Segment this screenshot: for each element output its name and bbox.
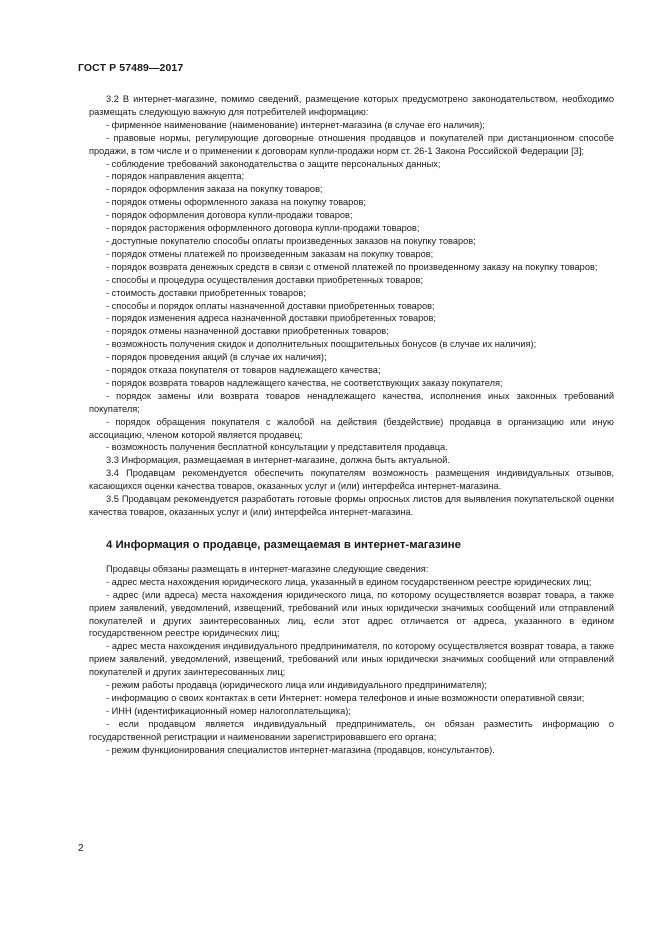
list-item: - порядок проведения акций (в случае их наличия); <box>106 352 327 363</box>
list-item: - порядок замены или возврата товаров ненадлежащего качества, исполнения иных законных требований покупателя; <box>89 390 614 414</box>
list-item: - адрес (или адреса) места нахождения юридического лица, по которому осуществляется возврат товара, а также прием заявлений, уведомлений, извещений, требований или иных юридически значимых сообщений или отправлений покупателей и других заинтересованных лиц, если этот адрес отличается от адреса, указанного в едином государственном реестре юридических лиц; <box>89 589 614 639</box>
list-item: - порядок оформления договора купли-продажи товаров; <box>106 210 353 221</box>
list-item: - порядок отказа покупателя от товаров надлежащего качества; <box>106 365 381 376</box>
page-content <box>89 93 614 757</box>
list-item: - способы и порядок оплаты назначенной доставки приобретенных товаров; <box>106 300 435 311</box>
list-item: - ИНН (идентификационный номер налогоплательщика); <box>106 705 351 716</box>
section-4-intro: Продавцы обязаны размещать в интернет-магазине следующие сведения: <box>106 563 429 574</box>
list-item: - стоимость доставки приобретенных товаров; <box>106 287 306 298</box>
list-item: - соблюдение требований законодательства о защите персональных данных; <box>106 158 441 169</box>
list-item: - порядок изменения адреса назначенной доставки приобретенных товаров; <box>106 313 436 324</box>
list-item: - порядок отмены назначенной доставки приобретенных товаров; <box>106 326 389 337</box>
list-item: - фирменное наименование (наименование) интернет-магазина (в случае его наличия); <box>106 119 485 130</box>
list-item: - порядок направления акцепта; <box>106 171 245 182</box>
list-item: - способы и процедура осуществления доставки приобретенных товаров; <box>106 274 423 285</box>
seller-info-list <box>89 576 614 757</box>
list-item: - режим функционирования специалистов интернет-магазина (продавцов, консультантов). <box>106 744 495 755</box>
list-item: - порядок возврата денежных средств в связи с отменой платежей по произведенному заказу на покупку товаров; <box>106 261 598 272</box>
paragraph-3-3: 3.3 Информация, размещаемая в интернет-магазине, должна быть актуальной. <box>106 455 450 466</box>
list-item: - информацию о своих контактах в сети Интернет: номера телефонов и иные возможности оперативной связи; <box>106 692 585 703</box>
list-item: - возможность получения бесплатной консультации у представителя продавца. <box>106 442 448 453</box>
document-code: ГОСТ Р 57489—2017 <box>78 62 184 74</box>
page-number: 2 <box>78 843 84 854</box>
list-item: - доступные покупателю способы оплаты произведенных заказов на покупку товаров; <box>106 235 476 246</box>
list-item: - возможность получения скидок и дополнительных поощрительных бонусов (в случае их наличия); <box>106 339 537 350</box>
requirements-list <box>89 119 614 455</box>
paragraph-3-4: 3.4 Продавцам рекомендуется обеспечить покупателям возможность размещения индивидуальных отзывов, касающихся оценки качества товаров, оказанных услуг и (или) интерфейса интернет-магазина. <box>89 468 614 492</box>
list-item: - порядок отмены оформленного заказа на покупку товаров; <box>106 197 366 208</box>
list-item: - если продавцом является индивидуальный предприниматель, он обязан разместить информацию о государственной регистрации и наименовании зарегистрировавшего его органа; <box>89 718 614 742</box>
list-item: - режим работы продавца (юридического лица или индивидуального предпринимателя); <box>106 680 487 691</box>
section-4-title: 4 Информация о продавце, размещаемая в интернет-магазине <box>106 538 461 551</box>
list-item: - порядок обращения покупателя с жалобой на действия (бездействие) продавца в организацию или иную ассоциацию, членом которой является продавец; <box>89 416 614 440</box>
list-item: - порядок оформления заказа на покупку товаров; <box>106 184 323 195</box>
list-item: - порядок отмены платежей по произведенным заказам на покупку товаров; <box>106 248 434 259</box>
list-item: - порядок расторжения оформленного договора купли-продажи товаров; <box>106 223 420 234</box>
list-item: - правовые нормы, регулирующие договорные отношения продавцов и покупателей при дистанционном способе продажи, в том числе и о применении к договорам купли-продажи норм ст. 26-1 Закона Российской Федерации [3]; <box>89 132 614 156</box>
list-item: - порядок возврата товаров надлежащего качества, не соответствующих заказу покупателя; <box>106 377 503 388</box>
list-item: - адрес места нахождения юридического лица, указанный в едином государственном реестре юридических лиц; <box>106 576 592 587</box>
paragraph-3-2-intro: 3.2 В интернет-магазине, помимо сведений, размещение которых предусмотрено законодательством, необходимо размещать следующую важную для потребителей информацию: <box>89 94 614 117</box>
list-item: - адрес места нахождения индивидуального предпринимателя, по которому осуществляется возврат товара, а также прием заявлений, уведомлений, извещений, требований или иных юридически значимых сообщений или отправлений покупателей и других заинтересованных лиц; <box>89 641 614 678</box>
paragraph-3-5: 3.5 Продавцам рекомендуется разработать готовые формы опросных листов для выявления покупательской оценки качества товаров, оказанных услуг и (или) интерфейса интернет-магазина. <box>89 494 614 517</box>
